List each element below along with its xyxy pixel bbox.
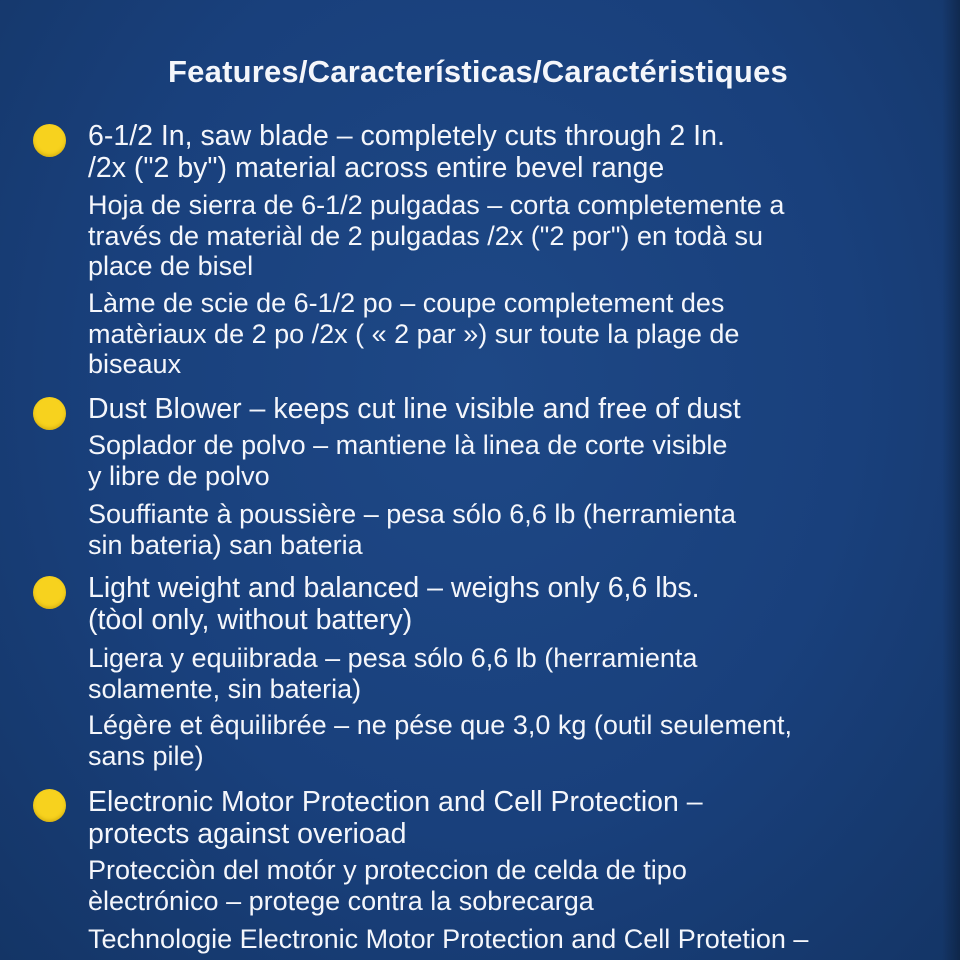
- yellow-bullet-icon: [33, 124, 66, 157]
- panel-edge-shadow: [942, 0, 960, 960]
- feature-text-en: Dust Blower – keeps cut line visible and free of dust: [88, 393, 741, 425]
- feature-text-es: Hoja de sierra de 6-1/2 pulgadas – corta completemente a través de materiàl de 2 pulgadas /2x ("2 por") en todà su place de bisel: [88, 190, 785, 281]
- feature-text-fr: Technologie Electronic Motor Protection and Cell Protetion –: [88, 924, 809, 954]
- features-heading: Features/Características/Caractéristiques: [168, 54, 788, 89]
- feature-text-en: 6-1/2 In, saw blade – completely cuts through 2 In. /2x ("2 by") material across entire bevel range: [88, 120, 725, 184]
- feature-text-fr: Légère et êquilibrée – ne pése que 3,0 kg (outil seulement, sans pile): [88, 710, 792, 771]
- feature-text-en: Light weight and balanced – weighs only 6,6 lbs. (tòol only, without battery): [88, 572, 700, 636]
- feature-text-en: Electronic Motor Protection and Cell Protection – protects against overioad: [88, 786, 703, 850]
- feature-text-fr: Souffiante à poussière – pesa sólo 6,6 lb (herramienta sin bateria) san bateria: [88, 499, 736, 560]
- feature-text-es: Ligera y equiibrada – pesa sólo 6,6 lb (herramienta solamente, sin bateria): [88, 643, 698, 704]
- feature-text-es: Protecciòn del motór y proteccion de celda de tipo èlectrónico – protege contra la sobrecarga: [88, 855, 687, 916]
- yellow-bullet-icon: [33, 789, 66, 822]
- yellow-bullet-icon: [33, 576, 66, 609]
- feature-text-fr: Làme de scie de 6-1/2 po – coupe completement des matèriaux de 2 po /2x ( « 2 par ») sur toute la plage de biseaux: [88, 288, 740, 379]
- feature-text-es: Soplador de polvo – mantiene là linea de corte visible y libre de polvo: [88, 430, 728, 491]
- yellow-bullet-icon: [33, 397, 66, 430]
